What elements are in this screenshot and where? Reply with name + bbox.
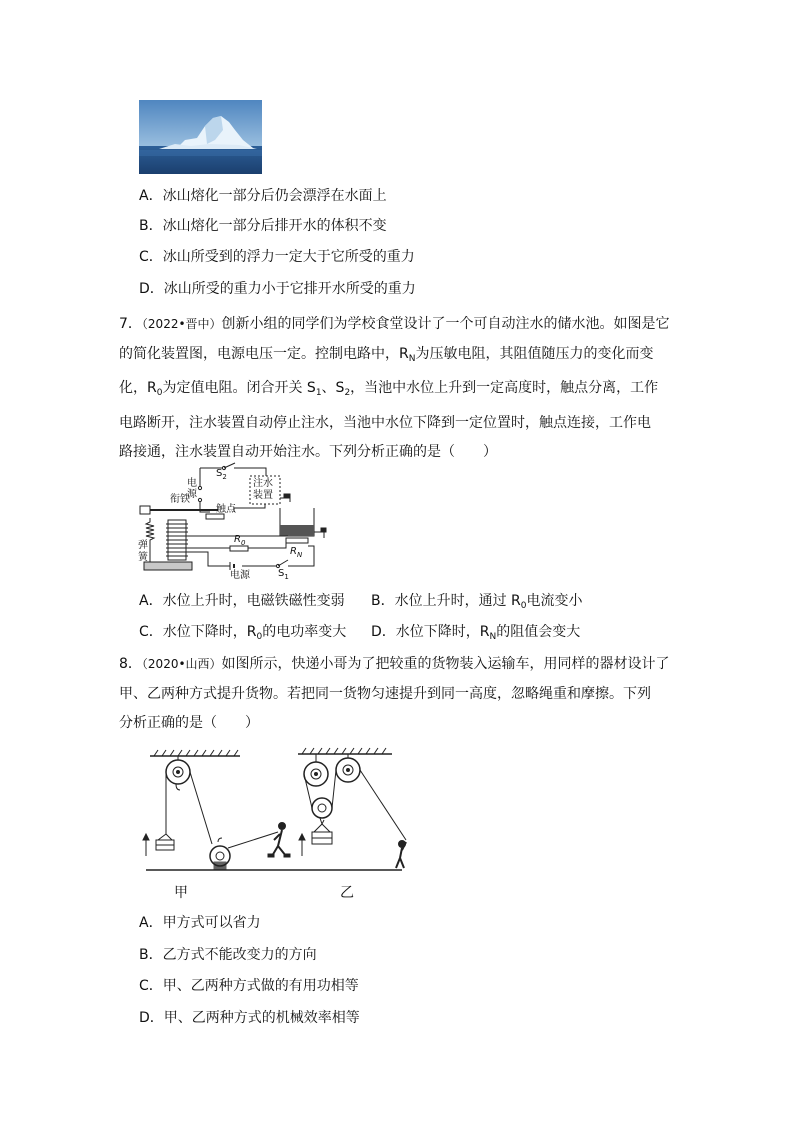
q7-circuit-diagram — [138, 462, 338, 586]
q8-source: （2020•山西） — [141, 657, 222, 671]
q8-option-b: B．乙方式不能改变力的方向 — [139, 947, 317, 963]
q8-line-3: 分析正确的是（ ） — [119, 715, 259, 731]
q7-line-3-d: ，当池中水位上升到一定高度时，触点分离，工作 — [350, 380, 659, 396]
q8-option-a: A．甲方式可以省力 — [139, 915, 261, 931]
q7-number: 7． — [119, 316, 142, 332]
q7-line-1-text: 创新小组的同学们为学校食堂设计了一个可自动注水的储水池。如图是它 — [221, 316, 670, 332]
label-contact: 触点 — [216, 504, 236, 515]
label-device-2: 装置 — [253, 490, 273, 501]
q7-line-2-b: 为压敏电阻，其阻值随压力的变化而变 — [415, 345, 654, 362]
label-r0 — [234, 534, 245, 549]
label-s1-letter: S — [278, 568, 285, 579]
q8-option-d: D．甲、乙两种方式的机械效率相等 — [139, 1010, 360, 1026]
label-yi: 乙 — [340, 885, 354, 901]
label-power-top-2: 源 — [187, 489, 197, 500]
label-s2 — [216, 468, 227, 483]
q7-option-c-2: 的电功率变大 — [262, 624, 347, 640]
q6-option-c: C．冰山所受到的浮力一定大于它所受的重力 — [139, 249, 415, 265]
q8-option-c: C．甲、乙两种方式做的有用功相等 — [139, 978, 359, 994]
q7-option-c-1: C．水位下降时，R — [139, 624, 257, 640]
q7-line-5: 路接通，注水装置自动开始注水。下列分析正确的是（ ） — [119, 444, 497, 460]
label-power-top-1: 电 — [187, 478, 197, 489]
label-armature: 衔铁 — [170, 494, 190, 505]
label-s1-sub: 1 — [284, 573, 289, 581]
q8-line-1 — [119, 650, 679, 680]
q7-line-3 — [119, 374, 679, 409]
q7-option-b-2: 电流变小 — [526, 593, 583, 609]
q7-option-d-1: D．水位下降时，R — [371, 624, 490, 640]
label-spring-2: 簧 — [138, 552, 148, 563]
q7-line-1 — [119, 310, 679, 340]
q6-option-a: A．冰山熔化一部分后仍会漂浮在水面上 — [139, 188, 387, 204]
label-r0-letter: R — [234, 534, 241, 545]
label-jia: 甲 — [174, 885, 188, 901]
q7-line-3-c: 、S — [321, 380, 345, 396]
q7-option-b-1: B．水位上升时，通过 R — [371, 593, 521, 609]
q6-option-b: B．冰山熔化一部分后排开水的体积不变 — [139, 218, 387, 234]
q7-option-c — [139, 622, 346, 647]
label-rn — [290, 546, 302, 561]
q7-line-2-a: 的简化装置图，电源电压一定。控制电路中，R — [119, 345, 409, 362]
q7-line-3-b: 为定值电阻。闭合开关 S — [162, 380, 316, 396]
q6-option-d: D．冰山所受的重力小于它排开水所受的重力 — [139, 281, 416, 297]
label-spring-1: 弹 — [138, 540, 148, 551]
q7-option-d-sub: N — [489, 632, 497, 642]
label-r0-sub: 0 — [240, 539, 246, 547]
q7-line-3-sub3: 2 — [344, 388, 351, 398]
q7-option-a: A．水位上升时，电磁铁磁性变弱 — [139, 593, 345, 609]
label-spring — [138, 540, 148, 564]
q8-line-2: 甲、乙两种方式提升货物。若把同一货物匀速提升到同一高度，忽略绳重和摩擦。下列 — [119, 685, 651, 702]
label-device — [253, 478, 273, 502]
q7-option-c-sub: 0 — [256, 632, 263, 642]
q7-option-d-2: 的阻值会变大 — [496, 624, 581, 640]
iceberg-image — [139, 100, 262, 174]
q8-pulley-diagram — [140, 744, 410, 904]
q7-line-3-a: 化，R — [119, 380, 157, 396]
q7-line-2 — [119, 340, 679, 375]
q7-line-3-sub2: 1 — [315, 388, 322, 398]
q8-line-1-text: 如图所示，快递小哥为了把较重的货物装入运输车，用同样的器材设计了 — [221, 656, 670, 672]
q8-stem — [119, 650, 679, 739]
q7-source: （2022•晋中） — [141, 317, 222, 331]
label-rn-sub: N — [296, 551, 303, 559]
q7-line-4: 电路断开，注水装置自动停止注水，当池中水位下降到一定位置时，触点连接，工作电 — [119, 414, 651, 431]
label-device-1: 注水 — [253, 478, 273, 489]
q7-option-b — [371, 591, 583, 616]
q7-option-b-sub: 0 — [520, 601, 527, 611]
label-s2-letter: S — [216, 468, 223, 479]
label-s2-sub: 2 — [222, 473, 227, 481]
label-rn-letter: R — [290, 546, 297, 557]
q7-line-2-sub: N — [408, 353, 416, 364]
label-s1 — [278, 568, 289, 583]
q7-line-3-sub: 0 — [156, 388, 163, 398]
q7-option-d — [371, 622, 580, 647]
q8-number: 8． — [119, 656, 142, 672]
q7-stem — [119, 310, 679, 468]
label-power-bottom: 电源 — [230, 570, 250, 581]
